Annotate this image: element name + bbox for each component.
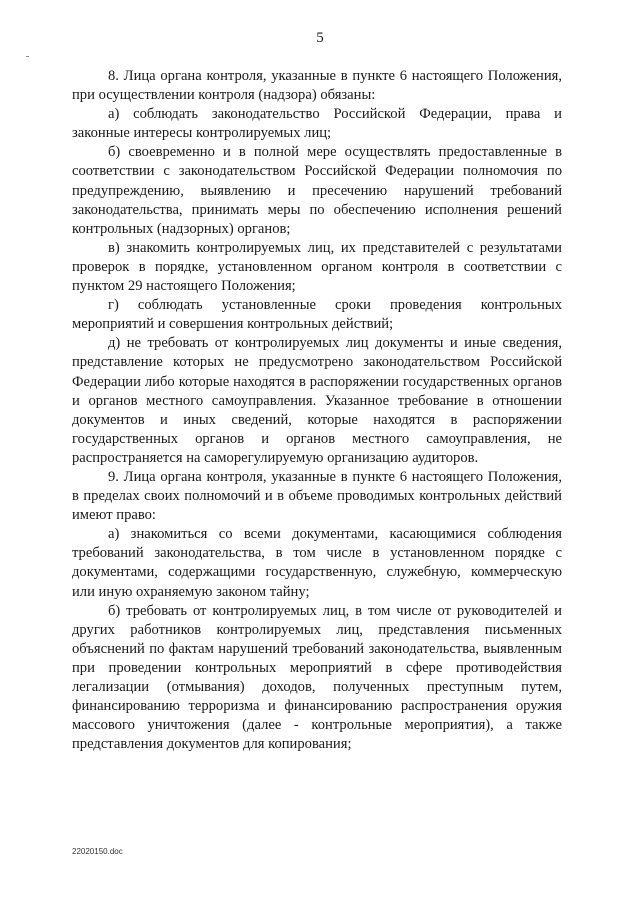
document-body [72,67,562,754]
paragraph-9: 9. Лица органа контроля, указанные в пункте 6 настоящего Положения, в пределах своих полномочий и в объеме проводимых контрольных действий имеют право: [72,468,562,524]
paragraph-8a: а) соблюдать законодательство Российской Федерации, права и законные интересы контролируемых лиц; [72,106,562,142]
paragraph-8g: г) соблюдать установленные сроки проведения контрольных мероприятий и совершения контрольных действий; [72,297,562,333]
paragraph-9b: б) требовать от контролируемых лиц, в том числе от руководителей и других работников контролируемых лиц, представления письменных объяснений по фактам нарушений требований законодательства, выявленным при проведении контрольных мероприятий в сфере противодействия легализации (отмывания) доходов, полученных преступным путем, финансированию терроризма и финансированию распространения оружия массового уничтожения (далее - контрольные мероприятия), а также представления документов для копирования; [72,602,562,753]
paragraph-8d: д) не требовать от контролируемых лиц документы и иные сведения, представление которых не предусмотрено законодательством Российской Федерации либо которые находятся в распоряжении государственных органов и органов местного самоуправления. Указанное требование в отношении документов и иных сведений, которые находятся в распоряжении государственных органов и органов местного самоуправления, не распространяется на саморегулируемую организацию аудиторов. [72,335,562,466]
paragraph-8: 8. Лица органа контроля, указанные в пункте 6 настоящего Положения, при осуществлении контроля (надзора) обязаны: [72,68,562,104]
page-number: 5 [316,30,324,46]
paragraph-8b: б) своевременно и в полной мере осуществлять предоставленные в соответствии с законодательством Российской Федерации полномочия по предупреждению, выявлению и пресечению нарушений требований законодательства, принимать меры по обеспечению исполнения решений контрольных (надзорных) органов; [72,144,562,237]
paragraph-9a: а) знакомиться со всеми документами, касающимися соблюдения требований законодательства, в том числе в установленном порядке с документами, содержащими государственную, служебную, коммерческую или иную охраняемую законом тайну; [72,526,562,600]
margin-mark [26,56,29,57]
file-name-footer: 22020150.doc [72,847,123,856]
paragraph-8v: в) знакомить контролируемых лиц, их представителей с результатами проверок в порядке, установленном органом контроля в соответствии с пунктом 29 настоящего Положения; [72,239,562,295]
